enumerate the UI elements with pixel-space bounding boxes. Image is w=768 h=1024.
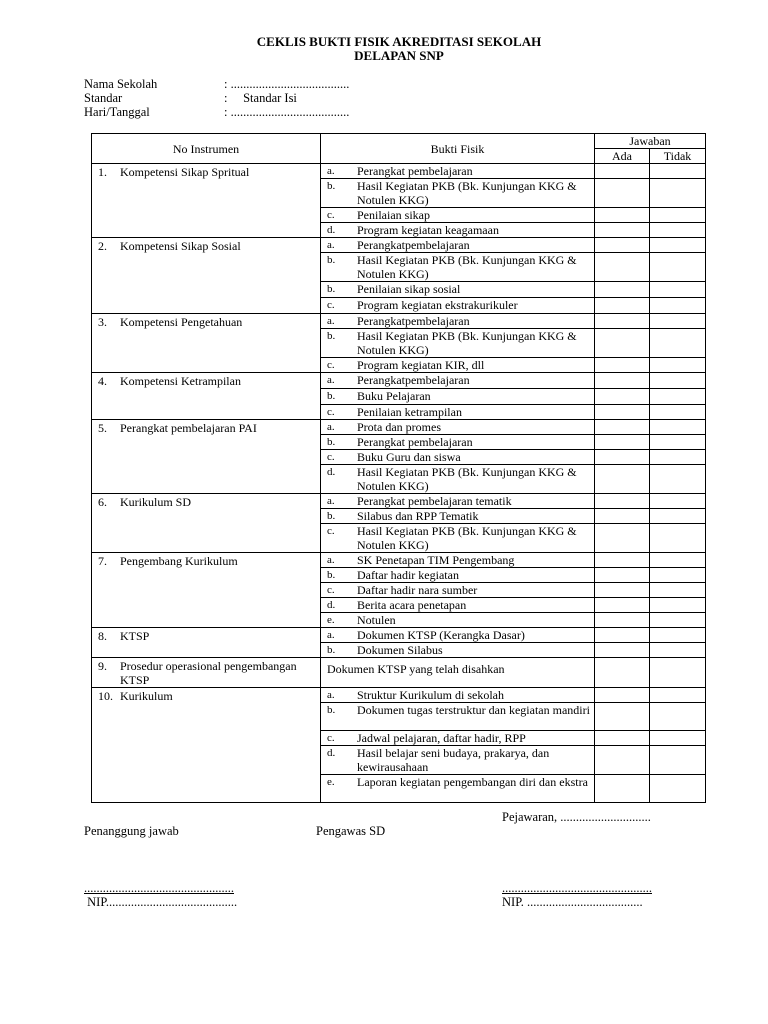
- table-row: [92, 688, 706, 703]
- jawaban-ada-checkbox[interactable]: [595, 643, 650, 658]
- jawaban-tidak-checkbox[interactable]: [650, 568, 706, 583]
- item-text: Perangkat pembelajaran: [357, 164, 473, 178]
- item-letter: a.: [327, 689, 335, 701]
- penanggung-jawab-label: Penanggung jawab: [84, 824, 179, 838]
- item-text: Hasil Kegiatan PKB (Bk. Kunjungan KKG & Notulen KKG): [357, 465, 577, 493]
- jawaban-tidak-checkbox[interactable]: [650, 298, 706, 314]
- item-letter: c.: [327, 732, 335, 744]
- jawaban-ada-checkbox[interactable]: [595, 314, 650, 329]
- bukti-fisik-cell: [321, 450, 595, 465]
- place-date: Pejawaran, .............................: [502, 810, 651, 824]
- item-letter: a.: [327, 165, 335, 177]
- item-text: Daftar hadir nara sumber: [357, 583, 478, 597]
- item-letter: a.: [327, 421, 335, 433]
- instrumen-cell: [92, 688, 321, 803]
- instrumen-cell: [92, 628, 321, 658]
- item-text: Dokumen Silabus: [357, 643, 443, 657]
- item-text: Perangkat pembelajaran: [357, 435, 473, 449]
- header-jawaban: Jawaban: [595, 134, 706, 149]
- instrumen-name: Prosedur operasional pengembangan KTSP: [120, 659, 297, 687]
- jawaban-ada-checkbox[interactable]: [595, 465, 650, 494]
- bukti-fisik-cell: [321, 731, 595, 746]
- bukti-fisik-cell: [321, 598, 595, 613]
- jawaban-tidak-checkbox[interactable]: [650, 465, 706, 494]
- instrumen-name: KTSP: [120, 629, 150, 643]
- item-letter: d.: [327, 224, 336, 236]
- pengawas-label: Pengawas SD: [316, 824, 386, 838]
- jawaban-tidak-checkbox[interactable]: [650, 509, 706, 524]
- bukti-fisik-cell: [321, 643, 595, 658]
- jawaban-tidak-checkbox[interactable]: [650, 253, 706, 282]
- jawaban-ada-checkbox[interactable]: [595, 389, 650, 405]
- jawaban-ada-checkbox[interactable]: [595, 329, 650, 358]
- instrumen-cell: [92, 314, 321, 373]
- instrumen-number: 10.: [98, 689, 113, 703]
- item-text: Perangkatpembelajaran: [357, 314, 470, 328]
- table-row: [92, 164, 706, 179]
- jawaban-ada-checkbox[interactable]: [595, 164, 650, 179]
- jawaban-ada-checkbox[interactable]: [595, 179, 650, 208]
- instrumen-cell: [92, 553, 321, 628]
- jawaban-tidak-checkbox[interactable]: [650, 598, 706, 613]
- item-text: Hasil Kegiatan PKB (Bk. Kunjungan KKG & Notulen KKG): [357, 253, 577, 281]
- header-no-instrumen: No Instrumen: [92, 134, 321, 164]
- bukti-fisik-cell: [321, 746, 595, 775]
- item-text: Hasil Kegiatan PKB (Bk. Kunjungan KKG & Notulen KKG): [357, 524, 577, 552]
- header-ada: Ada: [595, 149, 650, 164]
- jawaban-ada-checkbox[interactable]: [595, 253, 650, 282]
- item-letter: b.: [327, 180, 336, 192]
- bukti-fisik-cell: [321, 465, 595, 494]
- signature-line-right: ................................................: [502, 881, 652, 895]
- bukti-fisik-cell: [321, 358, 595, 373]
- item-letter: d.: [327, 747, 336, 759]
- item-text: Silabus dan RPP Tematik: [357, 509, 479, 523]
- jawaban-tidak-checkbox[interactable]: [650, 405, 706, 420]
- bukti-fisik-cell: [321, 373, 595, 389]
- jawaban-ada-checkbox[interactable]: [595, 688, 650, 703]
- item-text: Daftar hadir kegiatan: [357, 568, 459, 582]
- item-text: Laporan kegiatan pengembangan diri dan ekstra: [357, 775, 588, 789]
- bukti-fisik-cell: [321, 583, 595, 598]
- title-line-2: DELAPAN SNP: [354, 48, 444, 63]
- jawaban-tidak-checkbox[interactable]: [650, 613, 706, 628]
- item-text: Berita acara penetapan: [357, 598, 467, 612]
- nip-right: NIP. .....................................: [502, 895, 643, 909]
- item-letter: c.: [327, 451, 335, 463]
- bukti-fisik-cell: [321, 164, 595, 179]
- instrumen-name: Kompetensi Sikap Spritual: [120, 165, 250, 179]
- instrumen-name: Kurikulum: [120, 689, 173, 703]
- instrumen-number: 6.: [98, 495, 107, 509]
- item-letter: c.: [327, 406, 335, 418]
- item-text: Dokumen KTSP yang telah disahkan: [327, 662, 505, 676]
- item-text: Perangkatpembelajaran: [357, 238, 470, 252]
- item-text: Penilaian sikap sosial: [357, 282, 461, 296]
- item-letter: c.: [327, 209, 335, 221]
- jawaban-tidak-checkbox[interactable]: [650, 314, 706, 329]
- bukti-fisik-cell: [321, 420, 595, 435]
- bukti-fisik-cell: [321, 688, 595, 703]
- jawaban-tidak-checkbox[interactable]: [650, 524, 706, 553]
- item-letter: a.: [327, 629, 335, 641]
- item-text: Hasil belajar seni budaya, prakarya, dan kewirausahaan: [357, 746, 550, 774]
- item-text: Program kegiatan KIR, dll: [357, 358, 485, 372]
- item-text: Buku Pelajaran: [357, 389, 431, 403]
- instrumen-number: 3.: [98, 315, 107, 329]
- instrumen-cell: [92, 494, 321, 553]
- item-text: SK Penetapan TIM Pengembang: [357, 553, 515, 567]
- item-letter: b.: [327, 569, 336, 581]
- instrumen-number: 1.: [98, 165, 107, 179]
- jawaban-tidak-checkbox[interactable]: [650, 775, 706, 803]
- instrumen-name: Kurikulum SD: [120, 495, 192, 509]
- bukti-fisik-cell: [321, 509, 595, 524]
- table-row: [92, 658, 706, 688]
- item-letter: b.: [327, 510, 336, 522]
- item-letter: b.: [327, 704, 336, 716]
- instrumen-number: 9.: [98, 659, 107, 673]
- item-letter: a.: [327, 374, 335, 386]
- item-text: Program kegiatan ekstrakurikuler: [357, 298, 518, 312]
- instrumen-number: 7.: [98, 554, 107, 568]
- item-letter: a.: [327, 554, 335, 566]
- bukti-fisik-cell: [321, 298, 595, 314]
- item-letter: b.: [327, 254, 336, 266]
- jawaban-tidak-checkbox[interactable]: [650, 179, 706, 208]
- instrumen-cell: [92, 238, 321, 314]
- instrumen-cell: [92, 658, 321, 688]
- instrumen-name: Perangkat pembelajaran PAI: [120, 421, 257, 435]
- bukti-fisik-cell: [321, 282, 595, 298]
- jawaban-tidak-checkbox[interactable]: [650, 583, 706, 598]
- item-text: Prota dan promes: [357, 420, 441, 434]
- jawaban-tidak-checkbox[interactable]: [650, 282, 706, 298]
- jawaban-tidak-checkbox[interactable]: [650, 643, 706, 658]
- item-letter: b.: [327, 283, 336, 295]
- item-letter: e.: [327, 614, 335, 626]
- item-letter: d.: [327, 466, 336, 478]
- jawaban-ada-checkbox[interactable]: [595, 373, 650, 389]
- jawaban-ada-checkbox[interactable]: [595, 298, 650, 314]
- instrumen-number: 5.: [98, 421, 107, 435]
- item-text: Perangkat pembelajaran tematik: [357, 494, 512, 508]
- jawaban-ada-checkbox[interactable]: [595, 208, 650, 223]
- standar-value: : Standar Isi: [224, 91, 297, 105]
- jawaban-ada-checkbox[interactable]: [595, 568, 650, 583]
- nama-sekolah-label: Nama Sekolah: [84, 77, 158, 91]
- item-letter: e.: [327, 776, 335, 788]
- item-text: Hasil Kegiatan PKB (Bk. Kunjungan KKG & Notulen KKG): [357, 329, 577, 357]
- item-text: Perangkatpembelajaran: [357, 373, 470, 387]
- instrumen-cell: [92, 164, 321, 238]
- jawaban-ada-checkbox[interactable]: [595, 731, 650, 746]
- item-text: Jadwal pelajaran, daftar hadir, RPP: [357, 731, 526, 745]
- bukti-fisik-cell: [321, 405, 595, 420]
- item-letter: a.: [327, 239, 335, 251]
- item-text: Penilaian ketrampilan: [357, 405, 462, 419]
- jawaban-tidak-checkbox[interactable]: [650, 703, 706, 731]
- item-text: Buku Guru dan siswa: [357, 450, 461, 464]
- jawaban-ada-checkbox[interactable]: [595, 450, 650, 465]
- jawaban-ada-checkbox[interactable]: [595, 553, 650, 568]
- instrumen-number: 2.: [98, 239, 107, 253]
- table-row: [92, 420, 706, 435]
- table-row: [92, 314, 706, 329]
- jawaban-ada-checkbox[interactable]: [595, 223, 650, 238]
- jawaban-tidak-checkbox[interactable]: [650, 553, 706, 568]
- jawaban-ada-checkbox[interactable]: [595, 583, 650, 598]
- bukti-fisik-cell: [321, 494, 595, 509]
- item-letter: d.: [327, 599, 336, 611]
- jawaban-ada-checkbox[interactable]: [595, 613, 650, 628]
- item-letter: c.: [327, 299, 335, 311]
- jawaban-ada-checkbox[interactable]: [595, 628, 650, 643]
- bukti-fisik-cell: [321, 553, 595, 568]
- bukti-fisik-cell: [321, 389, 595, 405]
- item-text: Struktur Kurikulum di sekolah: [357, 688, 504, 702]
- jawaban-ada-checkbox[interactable]: [595, 282, 650, 298]
- jawaban-tidak-checkbox[interactable]: [650, 731, 706, 746]
- instrumen-name: Pengembang Kurikulum: [120, 554, 238, 568]
- bukti-fisik-cell: [321, 435, 595, 450]
- jawaban-ada-checkbox[interactable]: [595, 746, 650, 775]
- jawaban-tidak-checkbox[interactable]: [650, 223, 706, 238]
- hari-tanggal-label: Hari/Tanggal: [84, 105, 150, 119]
- signature-line-left: ................................................: [84, 881, 234, 895]
- item-letter: b.: [327, 436, 336, 448]
- bukti-fisik-cell: [321, 329, 595, 358]
- bukti-fisik-cell: [321, 628, 595, 643]
- jawaban-tidak-checkbox[interactable]: [650, 688, 706, 703]
- instrumen-name: Kompetensi Sikap Sosial: [120, 239, 241, 253]
- item-letter: a.: [327, 495, 335, 507]
- instrumen-number: 8.: [98, 629, 107, 643]
- jawaban-tidak-checkbox[interactable]: [650, 329, 706, 358]
- checklist-table: [91, 133, 706, 803]
- item-text: Hasil Kegiatan PKB (Bk. Kunjungan KKG & Notulen KKG): [357, 179, 577, 207]
- jawaban-ada-checkbox[interactable]: [595, 435, 650, 450]
- jawaban-ada-checkbox[interactable]: [595, 509, 650, 524]
- title-line-1: CEKLIS BUKTI FISIK AKREDITASI SEKOLAH: [256, 34, 542, 49]
- item-letter: b.: [327, 644, 336, 656]
- jawaban-ada-checkbox[interactable]: [595, 524, 650, 553]
- checklist-body: [92, 164, 706, 803]
- instrumen-name: Kompetensi Ketrampilan: [120, 374, 241, 388]
- header-tidak: Tidak: [650, 149, 706, 164]
- jawaban-tidak-checkbox[interactable]: [650, 435, 706, 450]
- jawaban-ada-checkbox[interactable]: [595, 238, 650, 253]
- jawaban-ada-checkbox[interactable]: [595, 658, 650, 688]
- jawaban-tidak-checkbox[interactable]: [650, 628, 706, 643]
- jawaban-ada-checkbox[interactable]: [595, 598, 650, 613]
- bukti-fisik-cell: [321, 314, 595, 329]
- table-row: [92, 628, 706, 643]
- jawaban-tidak-checkbox[interactable]: [650, 389, 706, 405]
- jawaban-ada-checkbox[interactable]: [595, 703, 650, 731]
- jawaban-tidak-checkbox[interactable]: [650, 208, 706, 223]
- bukti-fisik-cell: [321, 524, 595, 553]
- jawaban-tidak-checkbox[interactable]: [650, 373, 706, 389]
- bukti-fisik-cell: [321, 179, 595, 208]
- bukti-fisik-cell: [321, 658, 595, 688]
- item-letter: c.: [327, 584, 335, 596]
- nama-sekolah-value: : ......................................: [224, 77, 350, 91]
- bukti-fisik-cell: [321, 703, 595, 731]
- jawaban-tidak-checkbox[interactable]: [650, 420, 706, 435]
- item-text: Dokumen tugas terstruktur dan kegiatan mandiri: [357, 703, 590, 717]
- jawaban-tidak-checkbox[interactable]: [650, 238, 706, 253]
- table-row: [92, 494, 706, 509]
- instrumen-number: 4.: [98, 374, 107, 388]
- bukti-fisik-cell: [321, 238, 595, 253]
- table-row: [92, 238, 706, 253]
- jawaban-tidak-checkbox[interactable]: [650, 450, 706, 465]
- jawaban-ada-checkbox[interactable]: [595, 494, 650, 509]
- bukti-fisik-cell: [321, 613, 595, 628]
- item-letter: c.: [327, 359, 335, 371]
- jawaban-ada-checkbox[interactable]: [595, 405, 650, 420]
- bukti-fisik-cell: [321, 253, 595, 282]
- table-row: [92, 373, 706, 389]
- jawaban-ada-checkbox[interactable]: [595, 420, 650, 435]
- item-text: Notulen: [357, 613, 396, 627]
- hari-tanggal-value: : ......................................: [224, 105, 350, 119]
- item-letter: a.: [327, 315, 335, 327]
- instrumen-cell: [92, 420, 321, 494]
- jawaban-tidak-checkbox[interactable]: [650, 658, 706, 688]
- item-text: Dokumen KTSP (Kerangka Dasar): [357, 628, 525, 642]
- jawaban-tidak-checkbox[interactable]: [650, 358, 706, 373]
- jawaban-tidak-checkbox[interactable]: [650, 494, 706, 509]
- instrumen-name: Kompetensi Pengetahuan: [120, 315, 243, 329]
- standar-label: Standar: [84, 91, 123, 105]
- jawaban-tidak-checkbox[interactable]: [650, 746, 706, 775]
- jawaban-tidak-checkbox[interactable]: [650, 164, 706, 179]
- item-text: Program kegiatan keagamaan: [357, 223, 499, 237]
- nip-left: NIP..........................................: [84, 895, 238, 909]
- instrumen-cell: [92, 373, 321, 420]
- bukti-fisik-cell: [321, 775, 595, 803]
- bukti-fisik-cell: [321, 568, 595, 583]
- table-row: [92, 553, 706, 568]
- bukti-fisik-cell: [321, 223, 595, 238]
- bukti-fisik-cell: [321, 208, 595, 223]
- item-letter: b.: [327, 390, 336, 402]
- header-bukti-fisik: Bukti Fisik: [321, 134, 595, 164]
- item-letter: c.: [327, 525, 335, 537]
- jawaban-ada-checkbox[interactable]: [595, 775, 650, 803]
- item-letter: b.: [327, 330, 336, 342]
- jawaban-ada-checkbox[interactable]: [595, 358, 650, 373]
- item-text: Penilaian sikap: [357, 208, 430, 222]
